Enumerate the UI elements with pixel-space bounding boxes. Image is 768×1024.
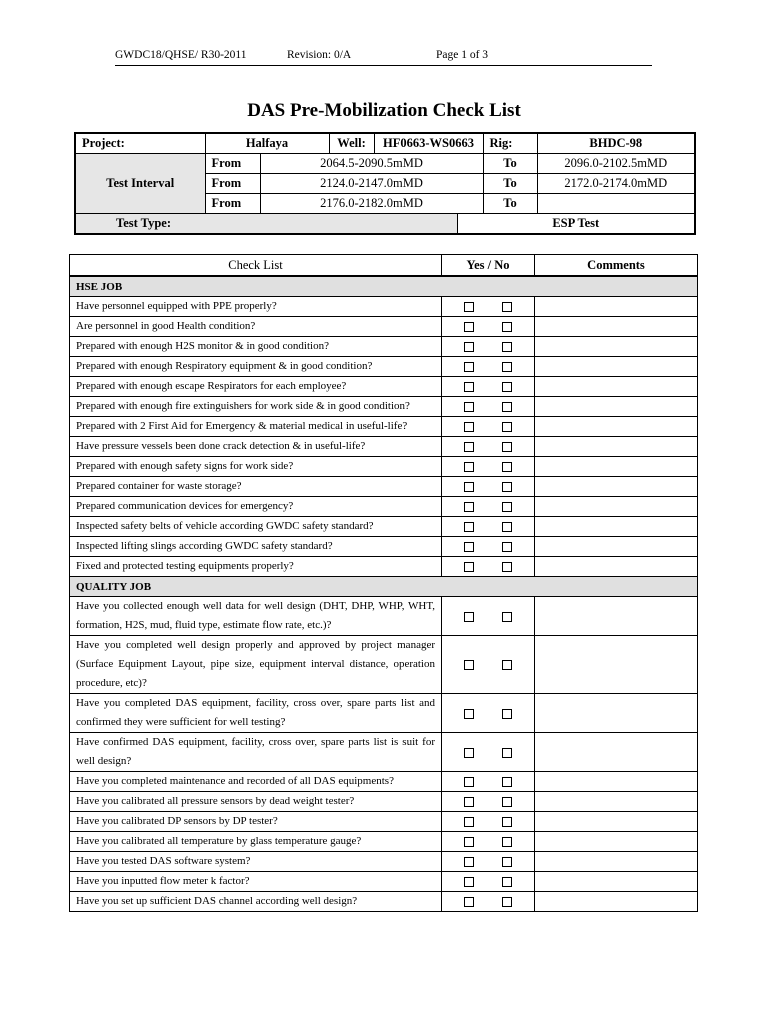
comments-cell[interactable]	[535, 357, 698, 377]
checklist-item: Have pressure vessels been done crack detection & in useful-life?	[70, 437, 442, 457]
checklist-row	[70, 477, 698, 497]
revision: Revision: 0/A	[287, 49, 352, 61]
no-checkbox[interactable]	[502, 777, 512, 787]
yes-no-cell	[442, 872, 535, 892]
yes-no-cell	[442, 357, 535, 377]
yes-no-cell	[442, 597, 535, 636]
yes-checkbox[interactable]	[464, 402, 474, 412]
yes-checkbox[interactable]	[464, 462, 474, 472]
checklist-row	[70, 337, 698, 357]
project-info-table	[74, 132, 696, 235]
comments-cell[interactable]	[535, 694, 698, 733]
yes-no-cell	[442, 537, 535, 557]
comments-cell[interactable]	[535, 477, 698, 497]
comments-cell[interactable]	[535, 497, 698, 517]
checklist-item: Have you set up sufficient DAS channel according well design?	[70, 892, 442, 912]
no-checkbox[interactable]	[502, 502, 512, 512]
checklist-item: Prepared with 2 First Aid for Emergency & material medical in useful-life?	[70, 417, 442, 437]
well-label: Well:	[330, 134, 375, 153]
interval-3-from: 2176.0-2182.0mMD	[260, 194, 483, 214]
page-number: Page 1 of 3	[436, 49, 489, 61]
no-checkbox[interactable]	[502, 342, 512, 352]
comments-cell[interactable]	[535, 812, 698, 832]
comments-cell[interactable]	[535, 297, 698, 317]
checklist-row	[70, 892, 698, 912]
checklist-item: Have personnel equipped with PPE properly?	[70, 297, 442, 317]
checklist-item: Have confirmed DAS equipment, facility, cross over, spare parts list is suit for well design?	[70, 733, 442, 772]
yes-checkbox[interactable]	[464, 748, 474, 758]
document-header	[115, 49, 652, 66]
no-checkbox[interactable]	[502, 857, 512, 867]
yes-no-cell	[442, 812, 535, 832]
comments-cell[interactable]	[535, 872, 698, 892]
no-checkbox[interactable]	[502, 482, 512, 492]
checklist-item: Have you tested DAS software system?	[70, 852, 442, 872]
yes-no-cell	[442, 517, 535, 537]
check-list-table	[69, 254, 698, 912]
checklist-item: Have you calibrated all pressure sensors by dead weight tester?	[70, 792, 442, 812]
comments-cell[interactable]	[535, 892, 698, 912]
project-value: Halfaya	[205, 133, 329, 154]
yes-checkbox[interactable]	[464, 542, 474, 552]
section-row	[70, 276, 698, 297]
no-checkbox[interactable]	[502, 817, 512, 827]
comments-cell[interactable]	[535, 597, 698, 636]
yes-checkbox[interactable]	[464, 482, 474, 492]
checklist-item: Inspected safety belts of vehicle according GWDC safety standard?	[70, 517, 442, 537]
yes-no-cell	[442, 437, 535, 457]
checklist-row	[70, 812, 698, 832]
from-label: From	[205, 194, 260, 214]
yes-no-cell	[442, 694, 535, 733]
yes-no-cell	[442, 337, 535, 357]
checklist-row	[70, 872, 698, 892]
yes-no-cell	[442, 772, 535, 792]
checklist-item: Have you completed DAS equipment, facility, cross over, spare parts list and confirmed they were sufficient for well testing?	[70, 694, 442, 733]
no-checkbox[interactable]	[502, 522, 512, 532]
no-checkbox[interactable]	[502, 797, 512, 807]
checklist-row	[70, 497, 698, 517]
to-label: To	[483, 174, 537, 194]
checklist-row	[70, 597, 698, 636]
project-label: Project:	[75, 133, 205, 154]
from-label: From	[205, 154, 260, 174]
section-row	[70, 577, 698, 597]
yes-no-cell	[442, 397, 535, 417]
checklist-item: Prepared with enough H2S monitor & in good condition?	[70, 337, 442, 357]
checklist-row	[70, 636, 698, 694]
yes-no-header: Yes / No	[442, 255, 535, 277]
comments-cell[interactable]	[535, 772, 698, 792]
yes-no-cell	[442, 297, 535, 317]
checklist-item: Have you calibrated DP sensors by DP tester?	[70, 812, 442, 832]
yes-checkbox[interactable]	[464, 342, 474, 352]
checklist-row	[70, 852, 698, 872]
no-checkbox[interactable]	[502, 362, 512, 372]
comments-cell[interactable]	[535, 317, 698, 337]
yes-checkbox[interactable]	[464, 382, 474, 392]
interval-3-to	[537, 194, 695, 214]
checklist-row	[70, 377, 698, 397]
yes-checkbox[interactable]	[464, 522, 474, 532]
yes-no-cell	[442, 417, 535, 437]
checklist-row	[70, 537, 698, 557]
yes-no-cell	[442, 852, 535, 872]
comments-cell[interactable]	[535, 517, 698, 537]
comments-cell[interactable]	[535, 792, 698, 812]
yes-checkbox[interactable]	[464, 612, 474, 622]
no-checkbox[interactable]	[502, 660, 512, 670]
checklist-item: Prepared with enough safety signs for work side?	[70, 457, 442, 477]
section-title: QUALITY JOB	[70, 577, 698, 597]
yes-no-cell	[442, 636, 535, 694]
checklist-row	[70, 397, 698, 417]
no-checkbox[interactable]	[502, 302, 512, 312]
section-title: HSE JOB	[70, 276, 698, 297]
test-interval-label: Test Interval	[75, 154, 205, 214]
yes-checkbox[interactable]	[464, 422, 474, 432]
checklist-row	[70, 517, 698, 537]
checklist-row	[70, 417, 698, 437]
interval-2-from: 2124.0-2147.0mMD	[260, 174, 483, 194]
checklist-row	[70, 557, 698, 577]
yes-no-cell	[442, 477, 535, 497]
no-checkbox[interactable]	[502, 612, 512, 622]
yes-checkbox[interactable]	[464, 562, 474, 572]
comments-cell[interactable]	[535, 636, 698, 694]
checklist-item: Have you completed maintenance and recorded of all DAS equipments?	[70, 772, 442, 792]
no-checkbox[interactable]	[502, 837, 512, 847]
no-checkbox[interactable]	[502, 709, 512, 719]
yes-checkbox[interactable]	[464, 837, 474, 847]
checklist-row	[70, 772, 698, 792]
yes-checkbox[interactable]	[464, 877, 474, 887]
yes-no-cell	[442, 733, 535, 772]
check-list-header: Check List	[70, 255, 442, 277]
comments-cell[interactable]	[535, 537, 698, 557]
checklist-row	[70, 317, 698, 337]
checklist-row	[70, 694, 698, 733]
interval-1-to: 2096.0-2102.5mMD	[537, 154, 695, 174]
comments-cell[interactable]	[535, 852, 698, 872]
no-checkbox[interactable]	[502, 322, 512, 332]
no-checkbox[interactable]	[502, 422, 512, 432]
yes-checkbox[interactable]	[464, 302, 474, 312]
checklist-item: Prepared with enough Respiratory equipment & in good condition?	[70, 357, 442, 377]
yes-checkbox[interactable]	[464, 660, 474, 670]
checklist-row	[70, 297, 698, 317]
no-checkbox[interactable]	[502, 562, 512, 572]
comments-cell[interactable]	[535, 377, 698, 397]
interval-2-to: 2172.0-2174.0mMD	[537, 174, 695, 194]
comments-cell[interactable]	[535, 733, 698, 772]
comments-cell[interactable]	[535, 457, 698, 477]
comments-cell[interactable]	[535, 437, 698, 457]
well-value: HF0663-WS0663	[383, 136, 475, 150]
comments-cell[interactable]	[535, 417, 698, 437]
yes-no-cell	[442, 892, 535, 912]
checklist-row	[70, 832, 698, 852]
no-checkbox[interactable]	[502, 442, 512, 452]
comments-cell[interactable]	[535, 832, 698, 852]
no-checkbox[interactable]	[502, 382, 512, 392]
yes-no-cell	[442, 377, 535, 397]
checklist-item: Fixed and protected testing equipments properly?	[70, 557, 442, 577]
checklist-item: Have you calibrated all temperature by glass temperature gauge?	[70, 832, 442, 852]
yes-checkbox[interactable]	[464, 502, 474, 512]
checklist-row	[70, 733, 698, 772]
comments-cell[interactable]	[535, 557, 698, 577]
yes-checkbox[interactable]	[464, 777, 474, 787]
yes-checkbox[interactable]	[464, 442, 474, 452]
checklist-item: Prepared communication devices for emergency?	[70, 497, 442, 517]
yes-checkbox[interactable]	[464, 897, 474, 907]
yes-checkbox[interactable]	[464, 817, 474, 827]
checklist-item: Prepared with enough escape Respirators for each employee?	[70, 377, 442, 397]
yes-no-cell	[442, 792, 535, 812]
checklist-item: Have you completed well design properly and approved by project manager (Surface Equipment Layout, pipe size, equipment interval distance, operation procedure, etc)?	[70, 636, 442, 694]
to-label: To	[483, 154, 537, 174]
checklist-row	[70, 457, 698, 477]
checklist-row	[70, 357, 698, 377]
to-label: To	[483, 194, 537, 214]
checklist-row	[70, 437, 698, 457]
rig-label: Rig:	[483, 133, 537, 154]
checklist-item: Are personnel in good Health condition?	[70, 317, 442, 337]
test-type-label: Test Type:	[75, 214, 457, 235]
yes-no-cell	[442, 457, 535, 477]
yes-no-cell	[442, 497, 535, 517]
interval-1-from: 2064.5-2090.5mMD	[260, 154, 483, 174]
yes-checkbox[interactable]	[464, 709, 474, 719]
yes-no-cell	[442, 832, 535, 852]
no-checkbox[interactable]	[502, 402, 512, 412]
checklist-row	[70, 792, 698, 812]
no-checkbox[interactable]	[502, 542, 512, 552]
yes-checkbox[interactable]	[464, 797, 474, 807]
no-checkbox[interactable]	[502, 877, 512, 887]
yes-checkbox[interactable]	[464, 322, 474, 332]
comments-cell[interactable]	[535, 397, 698, 417]
yes-no-cell	[442, 317, 535, 337]
doc-code: GWDC18/QHSE/ R30-2011	[115, 49, 247, 61]
comments-cell[interactable]	[535, 337, 698, 357]
test-type-value: ESP Test	[457, 214, 695, 235]
page-title: DAS Pre-Mobilization Check List	[247, 100, 521, 121]
comments-header: Comments	[535, 255, 698, 277]
checklist-item: Have you collected enough well data for well design (DHT, DHP, WHP, WHT, formation, H2S, mud, fluid type, estimate flow rate, etc.)?	[70, 597, 442, 636]
rig-value: BHDC-98	[537, 133, 695, 154]
checklist-item: Prepared with enough fire extinguishers for work side & in good condition?	[70, 397, 442, 417]
checklist-item: Inspected lifting slings according GWDC safety standard?	[70, 537, 442, 557]
no-checkbox[interactable]	[502, 897, 512, 907]
no-checkbox[interactable]	[502, 748, 512, 758]
from-label: From	[205, 174, 260, 194]
yes-checkbox[interactable]	[464, 362, 474, 372]
checklist-item: Have you inputted flow meter k factor?	[70, 872, 442, 892]
no-checkbox[interactable]	[502, 462, 512, 472]
checklist-item: Prepared container for waste storage?	[70, 477, 442, 497]
yes-checkbox[interactable]	[464, 857, 474, 867]
yes-no-cell	[442, 557, 535, 577]
